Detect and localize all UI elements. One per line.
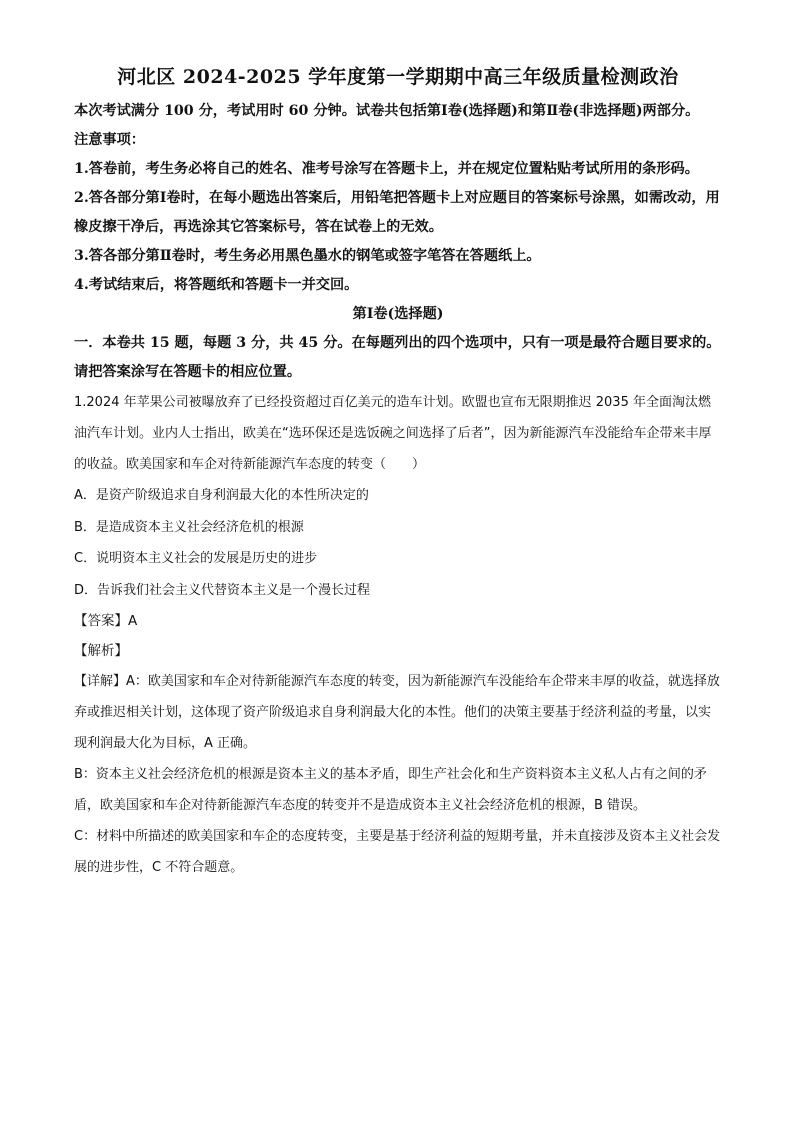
option-c: C．说明资本主义社会的发展是历史的进步 (74, 551, 318, 566)
analysis-label: 【解析】 (74, 643, 128, 659)
notice-heading: 注意事项： (74, 132, 145, 148)
section-instructions: 一．本卷共 15 题，每题 3 分，共 45 分。在每题列出的四个选项中，只有一项是最符合题目要求的。请把答案涂写在答题卡的相应位置。 (74, 335, 721, 380)
notice-item-1: 1.答卷前，考生务必将自己的姓名、准考号涂写在答题卡上，并在规定位置粘贴考试所用的条形码。 (74, 161, 699, 177)
answer-label: 【答案】A (74, 613, 138, 629)
explanation-b: B：资本主义社会经济危机的根源是资本主义的基本矛盾，即生产社会化和生产资料资本主义私人占有之间的矛盾，欧美国家和车企对待新能源汽车态度的转变并不是造成资本主义社会经济危机的根源，B 错误。 (74, 767, 707, 813)
notice-item-3: 3.答各部分第Ⅱ卷时，考生务必用黑色墨水的钢笔或签字笔答在答题纸上。 (74, 248, 541, 264)
exam-intro: 本次考试满分 100 分，考试用时 60 分钟。试卷共包括第Ⅰ卷(选择题)和第Ⅱ卷(非选择题)两部分。 (74, 103, 700, 119)
explanation-c: C：材料中所描述的欧美国家和车企的态度转变，主要是基于经济利益的短期考量，并未直接涉及资本主义社会发展的进步性，C 不符合题意。 (74, 829, 721, 875)
option-d: D．告诉我们社会主义代替资本主义是一个漫长过程 (74, 582, 371, 598)
section-title: 第Ⅰ卷(选择题) (352, 306, 444, 322)
option-b: B．是造成资本主义社会经济危机的根源 (74, 519, 304, 535)
explanation-a: 【详解】A：欧美国家和车企对待新能源汽车态度的转变，因为新能源汽车没能给车企带来丰厚的收益，就选择放弃或推迟相关计划，这体现了资产阶级追求自身利润最大化的本性。他们的决策主要基于经济利益的考量，以实现利润最大化为目标，A 正确。 (74, 674, 720, 751)
notice-item-4: 4.考试结束后，将答题纸和答题卡一并交回。 (74, 277, 359, 293)
notice-item-2: 2.答各部分第Ⅰ卷时，在每小题选出答案后，用铅笔把答题卡上对应题目的答案标号涂黑，如需改动，用橡皮擦干净后，再选涂其它答案标号，答在试卷上的无效。 (74, 190, 720, 235)
question-1 (74, 387, 722, 883)
question-stem: 1.2024 年苹果公司被曝放弃了已经投资超过百亿美元的造车计划。欧盟也宣布无限期推迟 2035 年全面淘汰燃油汽车计划。业内人士指出，欧美在“选环保还是选饭碗之间选择了后者”，因为新能源汽车没能给车企带来丰厚的收益。欧美国家和车企对待新能源汽车态度的转变（ ） (74, 395, 712, 472)
option-a: A．是资产阶级追求自身利润最大化的本性所决定的 (74, 488, 369, 503)
document-title: 河北区 2024-2025 学年度第一学期期中高三年级质量检测政治 (117, 66, 679, 88)
document-page (74, 62, 722, 883)
